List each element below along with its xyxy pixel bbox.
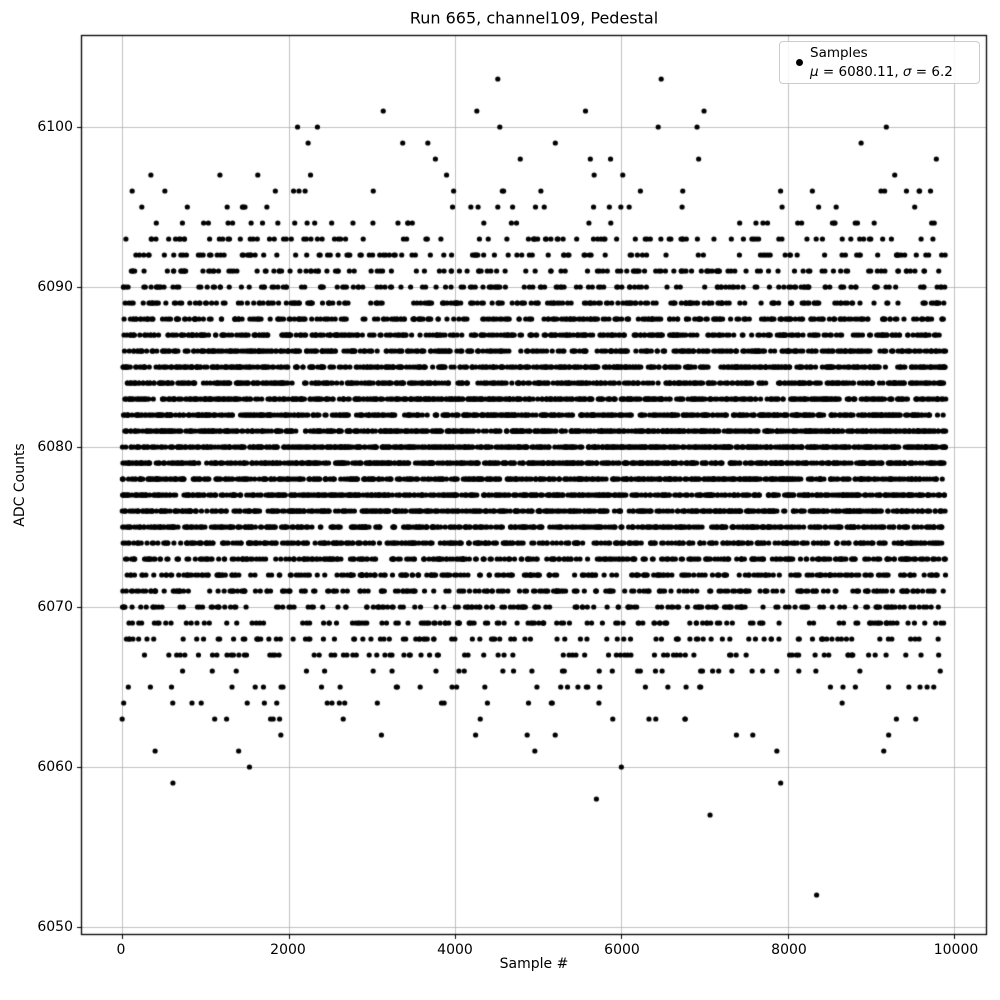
y-tick-label-6070: 6070 <box>37 599 73 615</box>
x-tick-label-8000: 8000 <box>771 942 807 958</box>
dot-marker-icon <box>796 59 803 66</box>
y-tick-label-6090: 6090 <box>37 279 73 295</box>
sigma-value: = 6.2 <box>911 63 953 80</box>
legend-entry-samples: Samples <box>810 44 868 61</box>
x-tick-label-2000: 2000 <box>270 942 306 958</box>
legend-labels <box>810 44 953 82</box>
x-tick-label-6000: 6000 <box>604 942 640 958</box>
legend-entry-stats <box>810 63 953 82</box>
x-tick-label-10000: 10000 <box>933 942 979 958</box>
legend <box>779 41 980 84</box>
x-tick-label-0: 0 <box>116 942 126 958</box>
y-axis-label: ADC Counts <box>12 443 28 527</box>
y-tick-label-6080: 6080 <box>37 439 73 455</box>
chart-title: Run 665, channel109, Pedestal <box>409 8 659 28</box>
x-tick-label-4000: 4000 <box>437 942 473 958</box>
y-tick-label-6100: 6100 <box>37 119 73 135</box>
legend-handle <box>788 59 810 66</box>
y-tick-label-6060: 6060 <box>37 759 73 775</box>
mu-value: = 6080.11, <box>818 63 903 80</box>
sigma-symbol: σ <box>902 63 912 80</box>
mu-symbol: μ <box>810 63 819 80</box>
y-tick-label-6050: 6050 <box>37 919 73 935</box>
x-axis-label: Sample # <box>499 956 569 972</box>
